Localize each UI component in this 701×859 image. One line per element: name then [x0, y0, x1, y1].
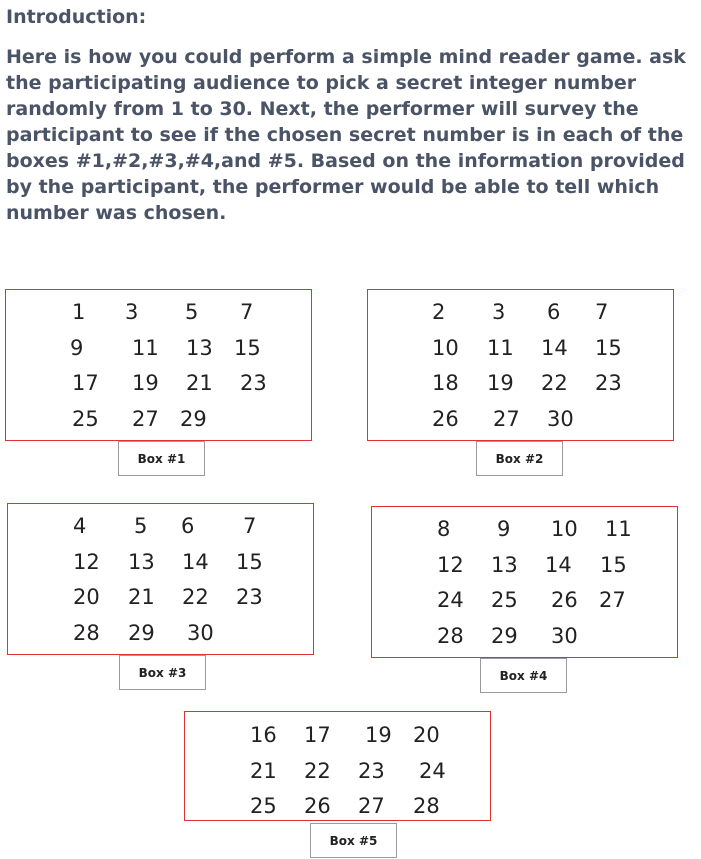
box-label: Box #3 [119, 655, 206, 690]
number-cell: 6 [181, 514, 195, 538]
number-cell: 25 [491, 588, 518, 612]
number-cell: 4 [73, 514, 87, 538]
number-cell: 7 [243, 514, 257, 538]
number-cell: 19 [132, 371, 159, 395]
number-grid [8, 504, 313, 654]
number-cell: 15 [595, 336, 622, 360]
number-cell: 24 [419, 759, 446, 783]
number-cell: 21 [186, 371, 213, 395]
number-cell: 13 [186, 336, 213, 360]
number-box-4 [371, 506, 678, 658]
number-cell: 13 [491, 553, 518, 577]
number-cell: 30 [187, 621, 214, 645]
number-cell: 27 [132, 407, 159, 431]
number-cell: 22 [182, 585, 209, 609]
number-cell: 22 [304, 759, 331, 783]
number-cell: 8 [437, 517, 451, 541]
number-cell: 19 [365, 723, 392, 747]
number-cell: 30 [551, 624, 578, 648]
number-cell: 13 [128, 550, 155, 574]
number-cell: 28 [437, 624, 464, 648]
box-label: Box #2 [476, 441, 563, 476]
number-box-3 [7, 503, 314, 655]
number-cell: 9 [70, 336, 84, 360]
number-cell: 23 [236, 585, 263, 609]
number-cell: 2 [432, 300, 446, 324]
number-cell: 25 [72, 407, 99, 431]
intro-heading: Introduction: [6, 6, 147, 28]
number-cell: 29 [491, 624, 518, 648]
number-cell: 17 [304, 723, 331, 747]
number-box-1 [5, 289, 312, 441]
number-cell: 7 [240, 300, 254, 324]
number-cell: 26 [432, 407, 459, 431]
number-cell: 11 [487, 336, 514, 360]
number-grid [185, 712, 490, 820]
number-cell: 20 [413, 723, 440, 747]
number-cell: 5 [134, 514, 148, 538]
number-cell: 19 [487, 371, 514, 395]
number-cell: 29 [180, 407, 207, 431]
number-cell: 23 [240, 371, 267, 395]
number-cell: 15 [236, 550, 263, 574]
number-cell: 28 [73, 621, 100, 645]
number-cell: 11 [605, 517, 632, 541]
number-cell: 21 [250, 759, 277, 783]
number-grid [372, 507, 677, 657]
number-cell: 23 [595, 371, 622, 395]
number-cell: 30 [547, 407, 574, 431]
number-cell: 14 [182, 550, 209, 574]
number-cell: 1 [72, 300, 86, 324]
number-cell: 22 [541, 371, 568, 395]
number-cell: 29 [128, 621, 155, 645]
number-cell: 27 [358, 794, 385, 818]
number-cell: 26 [304, 794, 331, 818]
number-cell: 9 [497, 517, 511, 541]
intro-paragraph: Here is how you could perform a simple mind reader game. ask the participating audience to pick a secret integer number randomly from 1 to 30. Next, the performer will survey the participant to see if the chosen secret number is in each of the boxes #1,#2,#3,#4,and #5. Based on the information provided by the participant, the performer would be able to tell which number was chosen. [6, 46, 686, 224]
box-label: Box #5 [310, 823, 397, 858]
number-grid [368, 290, 673, 440]
number-cell: 16 [250, 723, 277, 747]
number-grid [6, 290, 311, 440]
number-cell: 5 [185, 300, 199, 324]
number-cell: 25 [250, 794, 277, 818]
number-cell: 3 [125, 300, 139, 324]
number-cell: 27 [493, 407, 520, 431]
number-cell: 3 [492, 300, 506, 324]
number-cell: 14 [545, 553, 572, 577]
number-cell: 15 [600, 553, 627, 577]
number-cell: 28 [413, 794, 440, 818]
box-label: Box #1 [118, 441, 205, 476]
number-cell: 11 [132, 336, 159, 360]
number-cell: 24 [437, 588, 464, 612]
number-cell: 12 [437, 553, 464, 577]
number-cell: 18 [432, 371, 459, 395]
number-cell: 10 [551, 517, 578, 541]
number-cell: 27 [599, 588, 626, 612]
number-cell: 10 [432, 336, 459, 360]
number-cell: 6 [547, 300, 561, 324]
box-label: Box #4 [480, 658, 567, 693]
number-cell: 26 [551, 588, 578, 612]
number-cell: 21 [128, 585, 155, 609]
number-cell: 17 [72, 371, 99, 395]
number-cell: 7 [595, 300, 609, 324]
number-cell: 14 [541, 336, 568, 360]
number-cell: 20 [73, 585, 100, 609]
number-cell: 23 [358, 759, 385, 783]
number-box-2 [367, 289, 674, 441]
number-cell: 12 [73, 550, 100, 574]
number-box-5 [184, 711, 491, 821]
number-cell: 15 [234, 336, 261, 360]
